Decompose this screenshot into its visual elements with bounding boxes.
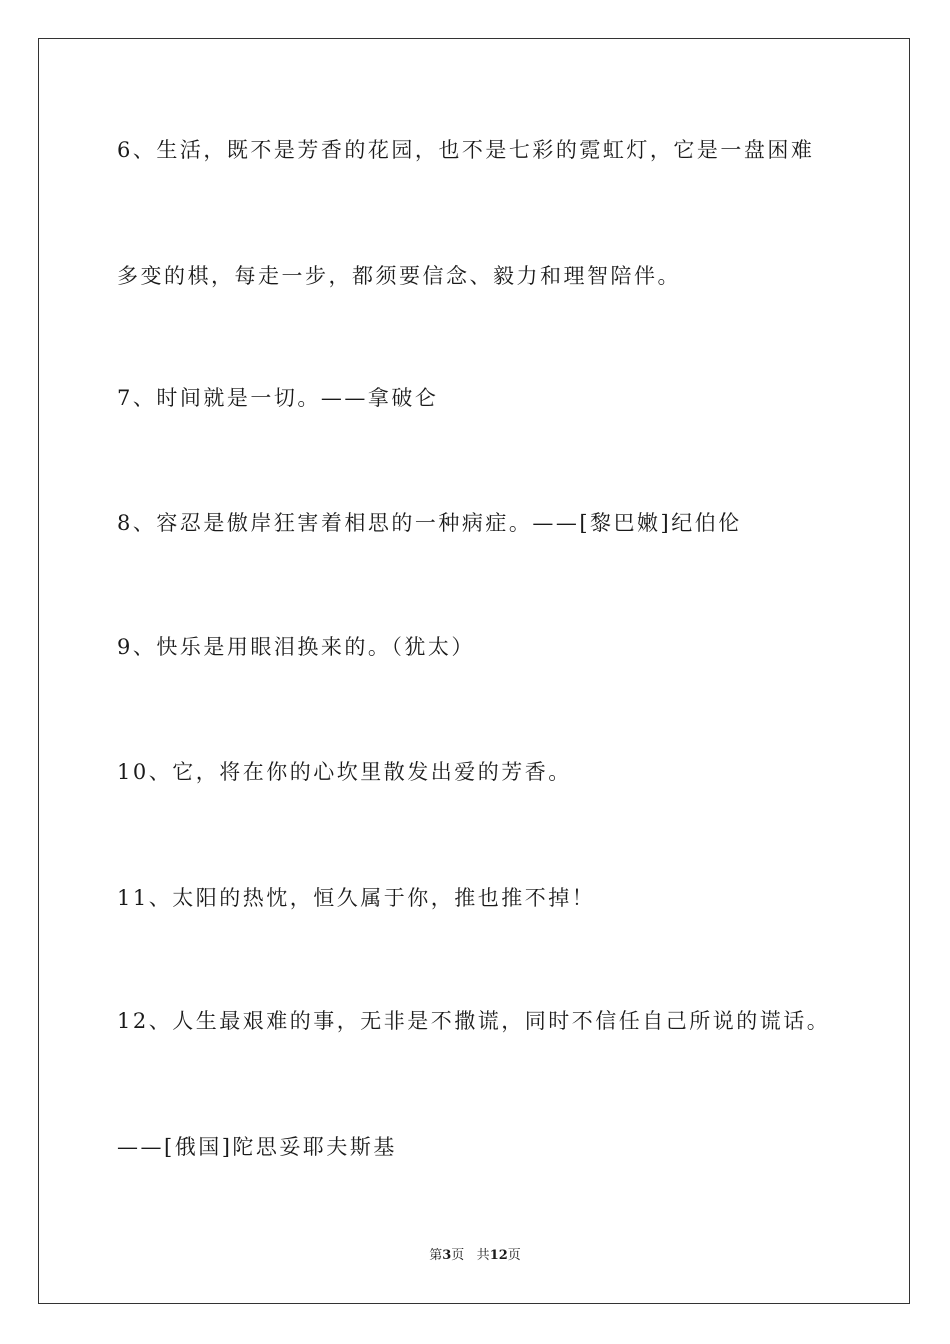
quote-line-6a: 6、生活，既不是芳香的花园，也不是七彩的霓虹灯，它是一盘困难 bbox=[117, 138, 815, 162]
quote-line-8: 8、容忍是傲岸狂害着相思的一种病症。——[黎巴嫩]纪伯伦 bbox=[117, 511, 742, 535]
quote-line-7: 7、时间就是一切。——拿破仑 bbox=[117, 386, 439, 410]
quote-line-9: 9、快乐是用眼泪换来的。（犹太） bbox=[117, 635, 475, 659]
footer-page-prefix: 第 bbox=[429, 1248, 443, 1263]
footer-page-number: 3 bbox=[442, 1248, 452, 1263]
quote-line-6b: 多变的棋，每走一步，都须要信念、毅力和理智陪伴。 bbox=[117, 264, 681, 288]
quote-line-10: 10、它，将在你的心坎里散发出爱的芳香。 bbox=[117, 760, 572, 784]
quote-line-11: 11、太阳的热忱，恒久属于你，推也推不掉！ bbox=[117, 886, 596, 910]
page-footer bbox=[0, 1247, 950, 1265]
footer-total-suffix: 页 bbox=[507, 1248, 521, 1263]
page-border bbox=[38, 38, 910, 1304]
footer-page-suffix: 页 bbox=[451, 1248, 465, 1263]
footer-total-number: 12 bbox=[489, 1248, 508, 1263]
quote-line-12-author: ——[俄国]陀思妥耶夫斯基 bbox=[117, 1135, 397, 1159]
quote-line-12: 12、人生最艰难的事，无非是不撒谎，同时不信任自己所说的谎话。 bbox=[117, 1009, 831, 1033]
footer-total-prefix: 共 bbox=[476, 1248, 490, 1263]
